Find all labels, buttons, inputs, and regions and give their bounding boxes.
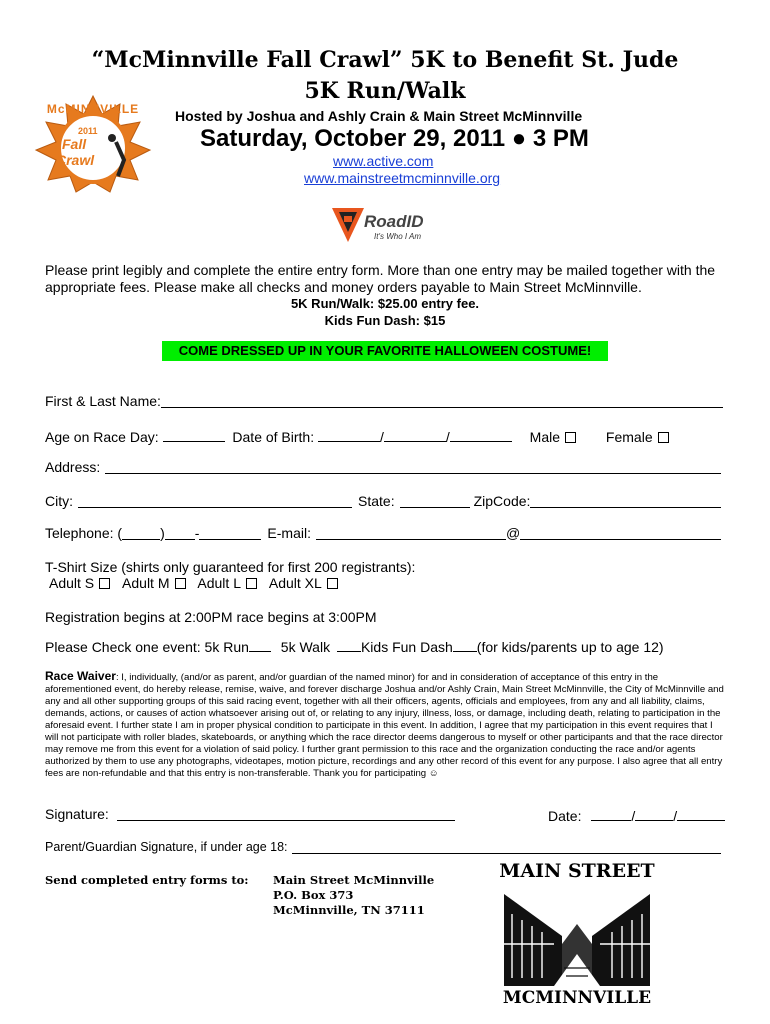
city-row [45,493,721,509]
date-row: Date: / / [548,806,725,824]
date-label: Date: [548,808,582,824]
dob-year-line[interactable] [450,427,512,442]
waiver-text: : I, individually, (and/or as parent, and/or guardian of the named minor) for and in consideration of acceptance of this entry in the aforementioned event, do hereby release, remise, waive, and forever discharge Joshua and/or Ashly Crain, Main Street McMinnville, the City of McMinnville and any and all other supporting groups of this said racing event, together with all their officers, agents, officials and employees, from any and all liability, claims, demands, actions, or causes of action whatsoever arising out of, or relating to any injury, illness, loss, or damage, including death, relating to participation in the aforesaid event. I further state I am in proper physical condition to participate in this event. In addition, I agree that my participation in this event requires that I will not participate with roller blades, skateboards, or anything which the race director deems dangerous to myself or other participants and that the race director may remove me from this event for a violation of said policy. I further grant permission to this race and the organization conducting the race and/or agents authorized by them to use any photographs, videotapes, motion picture, recordings and any other record of this event for any purpose. I also agree that all entry fees are non-refundable and that this entry is non-transferable. Thank you for participating ☺ [45,672,724,779]
address-line[interactable] [105,459,721,474]
event-run-line[interactable] [249,637,271,652]
logo-fall: Fall [62,136,87,152]
hosted-by: Hosted by Joshua and Ashly Crain & Main Street McMinnville [175,108,583,124]
mainstreet-link[interactable]: www.mainstreetmcminnville.org [304,170,501,186]
telephone-label: Telephone: ( [45,525,123,541]
fee-run: 5K Run/Walk: $25.00 entry fee. [290,296,480,311]
event-run-label: Please Check one event: 5k Run [45,639,249,655]
fee-kids: Kids Fun Dash: $15 [324,313,446,328]
tshirt-size-s-label: Adult S [49,575,95,591]
tshirt-size-s-checkbox[interactable] [99,578,110,589]
event-kids-label: Kids Fun Dash [360,639,453,655]
email-user-line[interactable] [316,525,506,540]
area-code-line[interactable] [122,525,160,540]
guardian-row [45,840,721,854]
address-label: Address: [45,459,101,475]
tshirt-size-l-label: Adult L [197,575,241,591]
phone-number-line[interactable] [199,525,261,540]
waiver-heading: Race Waiver [45,669,116,683]
email-domain-line[interactable] [520,525,721,540]
date-year-line[interactable] [677,806,725,821]
date-day-line[interactable] [635,806,673,821]
zip-label: ZipCode: [473,493,531,509]
active-link[interactable]: www.active.com [333,153,434,169]
event-kids-line[interactable] [453,637,477,652]
roadid-logo [330,206,442,246]
fall-crawl-logo [32,92,154,197]
costume-banner: COME DRESSED UP IN YOUR FAVORITE HALLOWEEN COSTUME! [162,341,608,361]
event-kids-note: (for kids/parents up to age 12) [476,639,664,655]
title-line-1: “McMinnville Fall Crawl” 5K to Benefit St. Jude [91,47,679,73]
signature-row [45,806,455,822]
mail-box: P.O. Box 373 [273,888,354,902]
signature-label: Signature: [45,806,109,822]
registration-time: Registration begins at 2:00PM race begins at 3:00PM [45,609,377,625]
date-month-line[interactable] [591,806,631,821]
dob-day-line[interactable] [384,427,446,442]
age-row: Age on Race Day: Date of Birth: / / Male Female [45,427,745,445]
logo-crawl: Crawl [56,152,95,168]
zip-line[interactable] [530,493,721,508]
signature-line[interactable] [117,806,455,821]
telephone-row: Telephone: ( ) - E-mail: @ [45,525,721,541]
intro-line-1: Please print legibly and complete the entire entry form. More than one entry may be mailed together with the [45,262,716,278]
roadid-name: RoadID [364,212,424,231]
tshirt-size-xl-checkbox[interactable] [327,578,338,589]
name-line[interactable] [161,393,723,408]
dob-label: Date of Birth: [232,429,315,445]
dob-month-line[interactable] [318,427,380,442]
logo-year: 2011 [78,126,98,136]
email-label: E-mail: [267,525,311,541]
title-line-2: 5K Run/Walk [304,78,466,104]
age-label: Age on Race Day: [45,429,159,445]
city-line[interactable] [78,493,352,508]
main-street-bottom-text: MCMINNVILLE [502,988,652,1008]
state-line[interactable] [400,493,470,508]
male-label: Male [529,429,561,445]
state-label: State: [358,493,395,509]
main-street-logo [496,860,658,1010]
main-street-top-text: MAIN STREET [499,860,655,882]
intro-line-2: appropriate fees. Please make all checks and money orders payable to Main Street McMinnville. [45,279,642,295]
guardian-label: Parent/Guardian Signature, if under age 18: [45,840,288,854]
mail-to-label: Send completed entry forms to: [45,873,249,887]
tshirt-label: T-Shirt Size (shirts only guaranteed for first 200 registrants): [45,559,416,575]
tshirt-size-l-checkbox[interactable] [246,578,257,589]
tshirt-sizes [49,575,338,591]
male-checkbox[interactable] [565,432,576,443]
age-line[interactable] [163,427,225,442]
roadid-tagline: It's Who I Am [374,232,422,241]
address-row [45,459,721,475]
name-row [45,393,723,409]
event-walk-label: 5k Walk [280,639,331,655]
race-waiver [45,670,725,780]
name-label: First & Last Name: [45,393,161,409]
city-label: City: [45,493,73,509]
guardian-line[interactable] [292,840,721,854]
tshirt-size-m-checkbox[interactable] [175,578,186,589]
mail-name: Main Street McMinnville [273,873,435,887]
mail-city: McMinnville, TN 37111 [273,903,425,917]
phone-prefix-line[interactable] [165,525,195,540]
event-choice-row [45,637,664,655]
tshirt-size-xl-label: Adult XL [268,575,322,591]
tshirt-size-m-label: Adult M [122,575,170,591]
event-date: Saturday, October 29, 2011 ● 3 PM [200,125,589,152]
event-walk-line[interactable] [337,637,361,652]
female-checkbox[interactable] [658,432,669,443]
email-at: @ [505,525,521,541]
logo-arc-text: McMINNVILLE [46,102,140,116]
female-label: Female [605,429,653,445]
